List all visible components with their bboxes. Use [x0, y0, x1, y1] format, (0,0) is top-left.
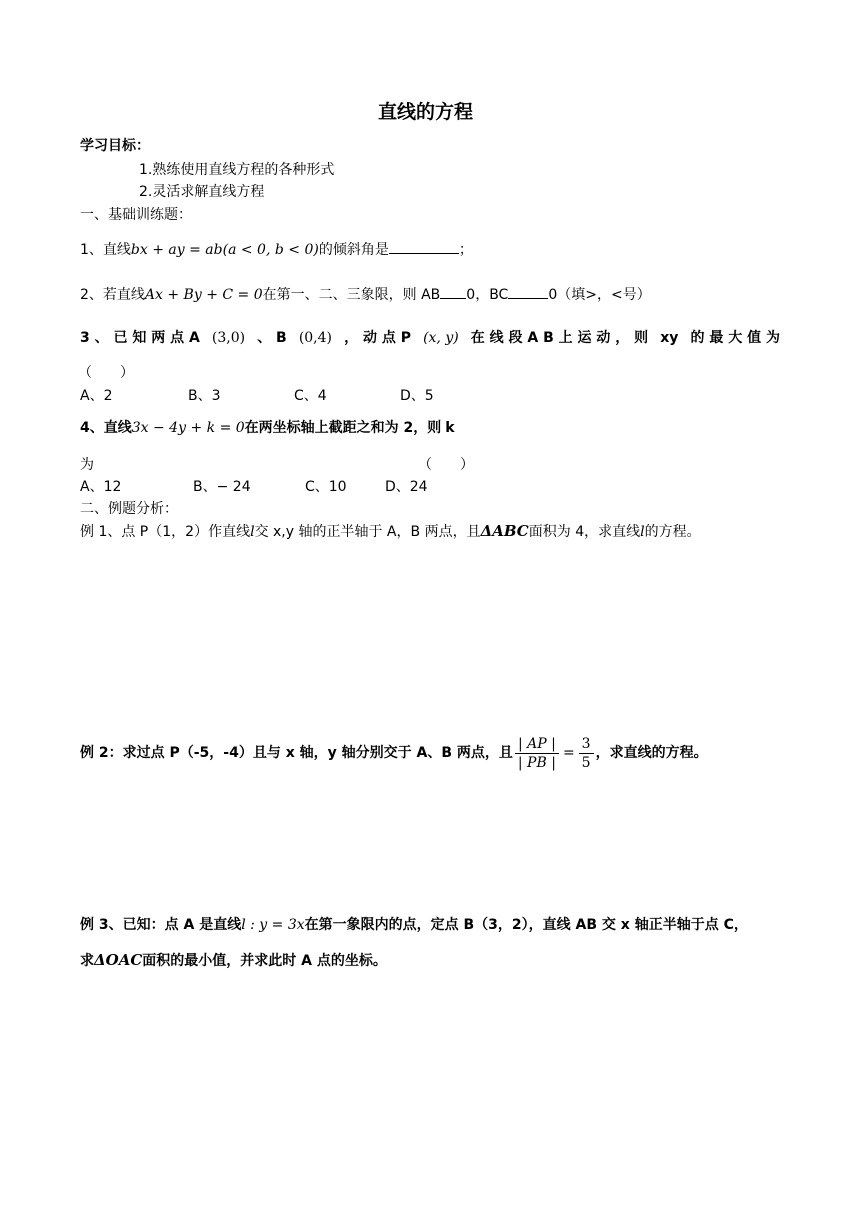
- q3-text-b: 、 B: [257, 330, 287, 346]
- section1-heading: 一、基础训练题：: [80, 207, 192, 223]
- q1-end: ；: [458, 242, 473, 258]
- q2-mid: 在第一、二、三象限，则 AB: [262, 287, 441, 303]
- ex2-val-num: 3: [579, 735, 594, 754]
- q2-formula: Ax + By + C = 0: [144, 287, 263, 303]
- q3-text-c: ， 动 点 P: [344, 330, 411, 346]
- q4-formula: 3x − 4y + k = 0: [131, 420, 245, 436]
- q3-text-d: 在 线 段 A B 上 运 动 ， 则: [470, 330, 649, 346]
- ex3-text-a: 例 3、已知：点 A 是直线: [80, 917, 242, 933]
- goals-heading: 学习目标：: [80, 138, 150, 154]
- q1-answer-blank[interactable]: [389, 239, 459, 254]
- ex3-text-b: 在第一象限内的点，定点 B（3，2），直线 AB 交 x 轴正半轴于点 C，: [304, 917, 748, 933]
- example-2: [80, 733, 708, 773]
- section2-heading: 二、例题分析：: [80, 501, 178, 517]
- page-title: 直线的方程: [378, 101, 474, 123]
- question-2: [80, 284, 651, 304]
- q3-option-d[interactable]: D、5: [400, 388, 434, 404]
- q3-option-a[interactable]: A、2: [80, 388, 113, 404]
- ex2-text-b: ，求直线的方程。: [595, 745, 708, 761]
- q3-option-c[interactable]: C、4: [294, 388, 327, 404]
- example-1: [80, 522, 701, 541]
- q4-k: k: [445, 420, 455, 436]
- q4-prefix: 4、直线: [80, 420, 132, 436]
- goal-item-1: 1.熟练使用直线方程的各种形式: [139, 162, 335, 178]
- q3-xy: xy: [660, 330, 679, 346]
- q1-formula: bx + ay = ab(a < 0, b < 0): [130, 242, 319, 258]
- q2-end: 0（填>，<号）: [548, 287, 651, 303]
- ex1-text-d: 的方程。: [644, 524, 701, 540]
- example-3-line-1: [80, 916, 748, 934]
- ex1-line-l2: l: [640, 524, 645, 540]
- q4-option-c[interactable]: C、10: [305, 479, 347, 495]
- question-3: [80, 329, 780, 347]
- ex3-triangle: ΔOAC: [94, 951, 143, 969]
- ex2-ratio-fraction: [515, 735, 559, 772]
- q3-point-a: (3,0): [211, 330, 246, 346]
- q4-option-d[interactable]: D、24: [385, 479, 428, 495]
- example-3-line-2: [80, 951, 387, 970]
- ex3-formula: l : y = 3x: [241, 917, 305, 933]
- ex2-frac-den: | PB |: [517, 754, 556, 771]
- ex2-frac-num: | AP |: [515, 735, 559, 754]
- ex1-triangle: ΔABC: [480, 522, 529, 540]
- q4-option-b[interactable]: B、− 24: [193, 479, 251, 495]
- q3-text-a: 3 、 已 知 两 点 A: [80, 330, 200, 346]
- ex1-text-c: 面积为 4，求直线: [528, 524, 641, 540]
- ex1-text-a: 例 1、点 P（1，2）作直线: [80, 524, 251, 540]
- q2-ab-blank[interactable]: [440, 284, 466, 299]
- q3-text-e: 的 最 大 值 为: [690, 330, 780, 346]
- ex2-val-den: 5: [581, 754, 591, 771]
- q2-prefix: 2、若直线: [80, 287, 145, 303]
- ex1-text-b: 交 x,y 轴的正半轴于 A，B 两点，且: [254, 524, 481, 540]
- q4-paren: （ ）: [418, 457, 474, 473]
- goal-item-2: 2.灵活求解直线方程: [139, 184, 265, 200]
- question-4: [80, 419, 455, 437]
- q1-suffix: 的倾斜角是: [318, 242, 389, 258]
- q3-option-b[interactable]: B、3: [188, 388, 221, 404]
- ex3-text-d: 面积的最小值，并求此时 A 点的坐标。: [142, 953, 387, 969]
- q3-paren: （ ）: [78, 365, 134, 381]
- q1-prefix: 1、直线: [80, 242, 131, 258]
- q2-mid2: 0，BC: [466, 287, 509, 303]
- ex2-text-a: 例 2：求过点 P（-5，-4）且与 x 轴，y 轴分别交于 A、B 两点，且: [80, 745, 513, 761]
- q4-wei: 为: [80, 457, 94, 473]
- ex3-text-c: 求: [80, 953, 94, 969]
- ex1-line-l: l: [250, 524, 255, 540]
- ex2-value-fraction: [579, 735, 594, 772]
- ex2-eq: =: [562, 745, 575, 761]
- q3-point-b: (0,4): [298, 330, 333, 346]
- q2-bc-blank[interactable]: [508, 284, 548, 299]
- q4-suffix: 在两坐标轴上截距之和为 2，则: [244, 420, 442, 436]
- q3-point-p: (x, y): [423, 330, 459, 346]
- question-1: [80, 239, 473, 259]
- q4-option-a[interactable]: A、12: [80, 479, 122, 495]
